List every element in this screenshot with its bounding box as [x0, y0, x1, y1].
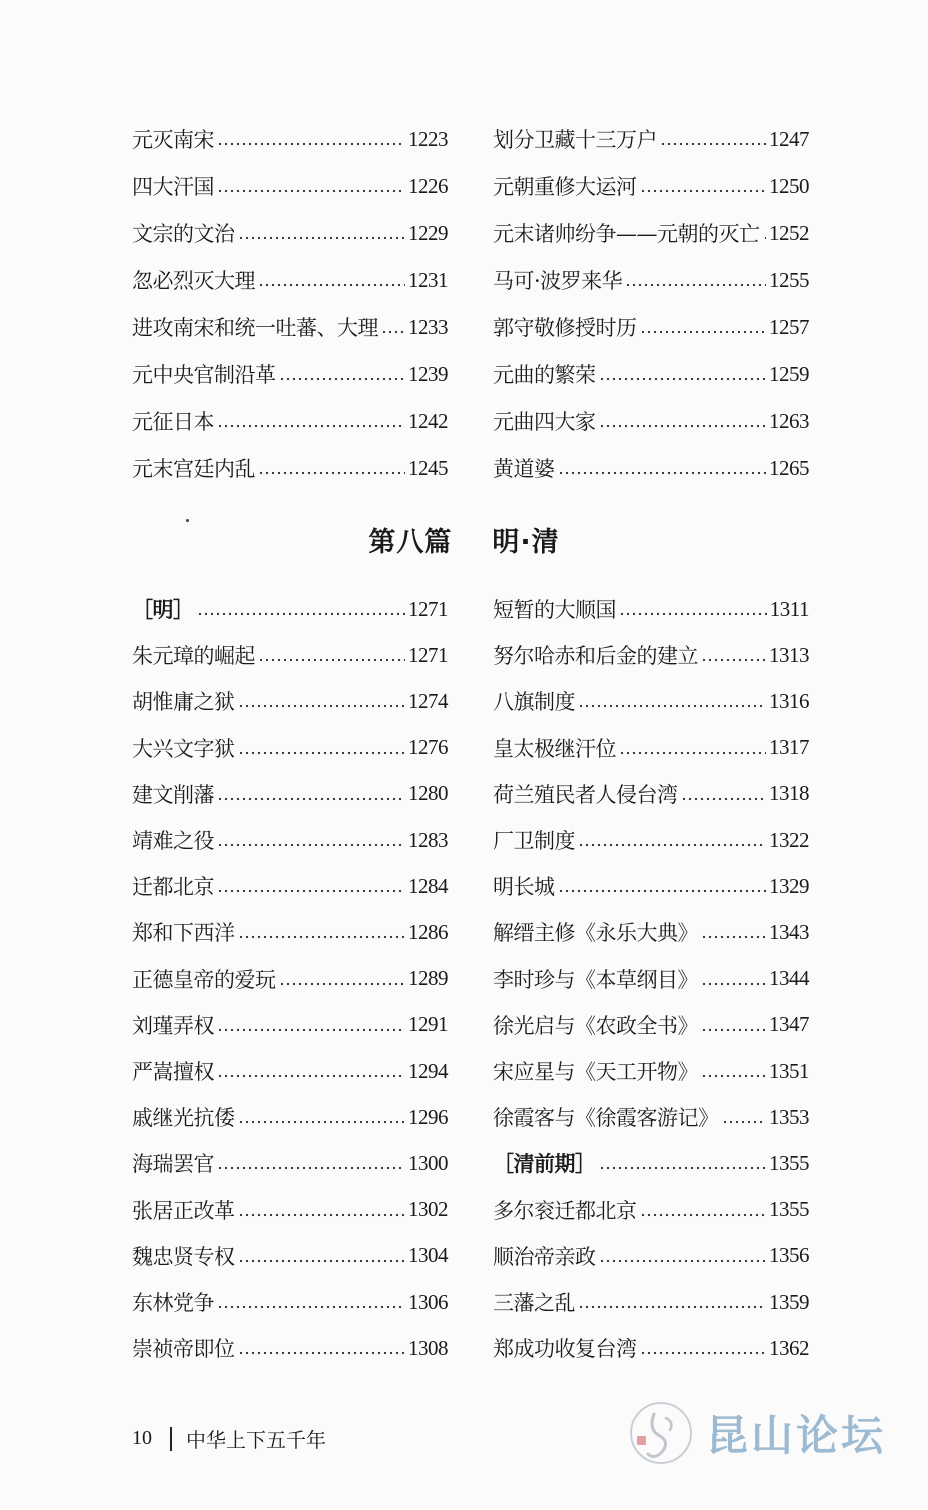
toc-entry-page: 1242 [408, 408, 448, 433]
toc-entry [132, 1195, 448, 1225]
toc-entry-title: 元末宫廷内乱 [132, 457, 255, 481]
toc-entry [132, 312, 448, 342]
toc-entry-title: 明长城 [493, 875, 555, 900]
toc-entry-page: 1316 [769, 688, 809, 713]
page-number: 10 [132, 1427, 152, 1449]
toc-entry [493, 686, 809, 716]
toc-entry-page: 1356 [769, 1243, 809, 1268]
toc-entry-title: 元中央官制沿革 [132, 363, 276, 387]
toc-entry [132, 1056, 448, 1086]
toc-entry [493, 1241, 809, 1271]
toc-entry-title: 严嵩擅权 [132, 1060, 214, 1084]
toc-leader-dots [578, 825, 766, 855]
toc-entry-title: 忽必烈灭大理 [132, 269, 255, 293]
toc-entry [493, 733, 809, 763]
toc-entry-page: 1296 [408, 1104, 448, 1129]
toc-entry [493, 1287, 809, 1317]
toc-entry-page: 1351 [769, 1058, 809, 1083]
toc-entry-page: 1311 [769, 596, 809, 621]
toc-leader-dots [660, 124, 766, 154]
toc-entry-title: 元灭南宋 [132, 128, 214, 152]
toc-entry [493, 1102, 809, 1132]
toc-entry-title: 元朝重修大运河 [493, 175, 637, 199]
toc-leader-dots [217, 124, 405, 154]
toc-entry-title: 东林党争 [132, 1291, 214, 1315]
toc-entry [493, 359, 809, 389]
toc-entry-page: 1317 [769, 735, 809, 760]
toc-leader-dots [238, 917, 406, 947]
toc-entry [132, 1241, 448, 1271]
toc-entry-title: 划分卫藏十三万户 [493, 128, 657, 152]
toc-entry [493, 1195, 809, 1225]
toc-entry-title: 刘瑾弄权 [132, 1013, 214, 1038]
toc-entry-title: 皇太极继汗位 [493, 736, 616, 761]
toc-leader-dots [238, 1195, 406, 1225]
toc-entry-title: 元征日本 [132, 410, 214, 434]
toc-leader-dots [701, 1010, 766, 1040]
toc-leader-dots [640, 1333, 767, 1363]
toc-entry [132, 1148, 448, 1178]
toc-leader-dots [197, 594, 406, 624]
toc-leader-dots [217, 825, 405, 855]
toc-entry-title: 四大汗国 [132, 175, 214, 199]
toc-entry-title: 崇祯帝即位 [132, 1337, 235, 1362]
toc-entry-title: 徐光启与《农政全书》 [493, 1013, 698, 1038]
toc-entry-page: 1259 [769, 361, 809, 386]
toc-entry-page: 1265 [769, 455, 809, 480]
toc-leader-dots [701, 917, 766, 947]
toc-entry [132, 265, 448, 295]
toc-entry-title: 元曲的繁荣 [493, 363, 596, 387]
toc-entry-page: 1263 [769, 408, 809, 433]
toc-entry [493, 964, 809, 994]
toc-entry-page: 1347 [769, 1012, 809, 1037]
toc-entry-page: 1294 [408, 1058, 448, 1083]
toc-entry-title: ［清前期］ [493, 1151, 596, 1177]
toc-entry [493, 871, 809, 901]
toc-entry-page: 1355 [769, 1150, 809, 1175]
book-title: 中华上下五千年 [186, 1428, 326, 1452]
toc-leader-dots [217, 871, 405, 901]
toc-entry-title: 迁都北京 [132, 875, 214, 900]
toc-entry-page: 1353 [769, 1104, 809, 1129]
toc-entry [132, 871, 448, 901]
toc-entry-page: 1226 [408, 173, 448, 198]
toc-entry-title: 进攻南宋和统一吐蕃、大理 [132, 316, 378, 340]
toc-entry-title: 郑成功收复台湾 [493, 1337, 637, 1362]
toc-entry [493, 640, 809, 670]
toc-entry-title: 建文削藩 [132, 782, 214, 807]
toc-entry [132, 733, 448, 763]
toc-entry-page: 1322 [769, 827, 809, 852]
toc-leader-dots [217, 171, 405, 201]
toc-entry-page: 1291 [408, 1012, 448, 1037]
toc-entry-page: 1304 [408, 1243, 448, 1268]
toc-leader-dots [217, 1010, 405, 1040]
toc-leader-dots [722, 1102, 767, 1132]
toc-leader-dots [701, 640, 766, 670]
toc-leader-dots [599, 406, 767, 436]
toc-leader-dots [558, 871, 767, 901]
toc-leader-dots [238, 1102, 406, 1132]
toc-group-heading [132, 594, 448, 624]
toc-entry-title: 正德皇帝的爱玩 [132, 967, 276, 992]
watermark-text: 昆山论坛 [706, 1411, 887, 1460]
toc-entry-page: 1280 [408, 781, 448, 806]
toc-entry-page: 1233 [408, 314, 448, 339]
toc-entry [132, 825, 448, 855]
toc-entry-page: 1329 [769, 873, 809, 898]
toc-entry-title: 多尔衮迁都北京 [493, 1198, 637, 1223]
toc-entry [493, 171, 809, 201]
toc-leader-dots [381, 312, 405, 342]
toc-entry-page: 1289 [408, 966, 448, 991]
toc-leader-dots [217, 1148, 405, 1178]
toc-entry [132, 779, 448, 809]
toc-entry [132, 1287, 448, 1317]
toc-leader-dots [599, 1148, 767, 1178]
toc-leader-dots [238, 1241, 406, 1271]
toc-entry-page: 1283 [408, 827, 448, 852]
toc-leader-dots [681, 779, 767, 809]
toc-entry-page: 1271 [408, 642, 448, 667]
toc-leader-dots [217, 1056, 405, 1086]
toc-entry-title: 元曲四大家 [493, 410, 596, 434]
toc-entry-page: 1274 [408, 688, 448, 713]
toc-entry-page: 1362 [769, 1335, 809, 1360]
toc-entry-page: 1359 [769, 1289, 809, 1314]
toc-leader-dots [701, 1056, 766, 1086]
toc-leader-dots [599, 1241, 767, 1271]
toc-entry [493, 406, 809, 436]
toc-entry [493, 917, 809, 947]
toc-leader-dots [217, 1287, 405, 1317]
toc-entry [493, 218, 809, 248]
toc-entry [132, 917, 448, 947]
toc-entry-title: 黄道婆 [493, 457, 555, 481]
toc-entry-page: 1223 [408, 126, 448, 151]
toc-entry-page: 1308 [408, 1335, 448, 1360]
toc-entry [493, 1056, 809, 1086]
toc-leader-dots [763, 218, 767, 248]
toc-entry-page: 1355 [769, 1197, 809, 1222]
toc-entry [132, 218, 448, 248]
toc-entry-title: 短暂的大顺国 [493, 598, 616, 622]
toc-leader-dots [238, 733, 406, 763]
toc-entry-title: 八旗制度 [493, 690, 575, 715]
toc-entry-title: 徐霞客与《徐霞客游记》 [493, 1106, 719, 1131]
toc-entry-page: 1247 [769, 126, 809, 151]
toc-entry-title: 荷兰殖民者人侵台湾 [493, 782, 678, 807]
toc-entry-page: 1250 [769, 173, 809, 198]
toc-leader-dots [701, 964, 766, 994]
toc-entry-title: 李时珍与《本草纲目》 [493, 967, 698, 992]
toc-entry [493, 265, 809, 295]
toc-entry-page: 1231 [408, 267, 448, 292]
toc-entry-page: 1276 [408, 735, 448, 760]
toc-entry-title: 马可·波罗来华 [493, 269, 623, 293]
toc-leader-dots [599, 359, 767, 389]
toc-leader-dots [578, 686, 766, 716]
toc-leader-dots [625, 265, 766, 295]
toc-leader-dots [279, 359, 406, 389]
toc-entry-title: 靖难之役 [132, 829, 214, 853]
toc-leader-dots [640, 171, 767, 201]
toc-entry-page: 1300 [408, 1150, 448, 1175]
toc-leader-dots [238, 218, 406, 248]
toc-leader-dots [640, 1195, 767, 1225]
toc-entry-page: 1344 [769, 966, 809, 991]
toc-entry-title: 元末诸帅纷争——元朝的灭亡 [493, 222, 760, 246]
toc-entry [493, 312, 809, 342]
toc-entry-title: 戚继光抗倭 [132, 1106, 235, 1131]
toc-entry-page: 1318 [769, 781, 809, 806]
toc-entry [493, 453, 809, 483]
toc-entry-title: 郑和下西洋 [132, 921, 235, 946]
toc-leader-dots [558, 453, 767, 483]
toc-entry [493, 779, 809, 809]
toc-entry [132, 406, 448, 436]
toc-entry [493, 1333, 809, 1363]
section-name: 明·清 [492, 527, 560, 558]
toc-entry-title: 朱元璋的崛起 [132, 644, 255, 669]
toc-leader-dots [217, 779, 405, 809]
toc-entry-page: 1271 [408, 596, 448, 621]
toc-entry-page: 1239 [408, 361, 448, 386]
toc-entry-page: 1302 [408, 1197, 448, 1222]
toc-entry [132, 1333, 448, 1363]
toc-entry-page: 1284 [408, 873, 448, 898]
toc-entry-title: 张居正改革 [132, 1198, 235, 1223]
toc-leader-dots [238, 1333, 406, 1363]
toc-entry-title: 三藩之乱 [493, 1291, 575, 1315]
toc-entry [132, 1102, 448, 1132]
toc-entry-page: 1245 [408, 455, 448, 480]
footer-divider [170, 1427, 172, 1451]
toc-entry [493, 825, 809, 855]
toc-leader-dots [279, 964, 406, 994]
toc-entry [493, 594, 809, 624]
toc-entry-page: 1255 [769, 267, 809, 292]
toc-entry-title: 郭守敬修授时历 [493, 316, 637, 340]
toc-entry-title: 厂卫制度 [493, 829, 575, 853]
toc-leader-dots [640, 312, 767, 342]
toc-leader-dots [258, 265, 405, 295]
toc-entry-page: 1229 [408, 220, 448, 245]
toc-group-heading [493, 1148, 809, 1178]
toc-leader-dots [619, 733, 766, 763]
toc-entry-title: 胡惟庸之狱 [132, 690, 235, 715]
toc-leader-dots [217, 406, 405, 436]
toc-entry-title: 努尔哈赤和后金的建立 [493, 644, 698, 669]
toc-entry-title: 大兴文字狱 [132, 736, 235, 761]
section-part: 第八篇 [368, 527, 453, 558]
toc-entry-page: 1306 [408, 1289, 448, 1314]
toc-entry [132, 640, 448, 670]
toc-entry-title: 文宗的文治 [132, 222, 235, 246]
toc-leader-dots [258, 453, 405, 483]
toc-entry-title: ［明］ [132, 597, 194, 622]
toc-entry [132, 124, 448, 154]
toc-entry [493, 1010, 809, 1040]
toc-leader-dots [238, 686, 406, 716]
toc-entry [132, 964, 448, 994]
toc-entry [132, 686, 448, 716]
toc-leader-dots [578, 1287, 766, 1317]
toc-entry-page: 1252 [769, 220, 809, 245]
toc-entry-page: 1286 [408, 919, 448, 944]
toc-entry [132, 359, 448, 389]
toc-leader-dots [619, 594, 767, 624]
toc-entry-page: 1313 [769, 642, 809, 667]
toc-entry [132, 453, 448, 483]
toc-entry-title: 解缙主修《永乐大典》 [493, 921, 698, 946]
toc-entry-title: 顺治帝亲政 [493, 1244, 596, 1269]
forum-logo-icon [626, 1400, 696, 1466]
toc-entry-title: 魏忠贤专权 [132, 1244, 235, 1269]
toc-entry-title: 宋应星与《天工开物》 [493, 1060, 698, 1084]
toc-entry-title: 海瑞罢官 [132, 1152, 214, 1177]
toc-entry-page: 1343 [769, 919, 809, 944]
section-heading [0, 520, 928, 559]
watermark [626, 1398, 922, 1468]
toc-entry [132, 1010, 448, 1040]
toc-entry [132, 171, 448, 201]
toc-leader-dots [258, 640, 405, 670]
page-footer [132, 1424, 326, 1453]
toc-entry-page: 1257 [769, 314, 809, 339]
toc-entry [493, 124, 809, 154]
